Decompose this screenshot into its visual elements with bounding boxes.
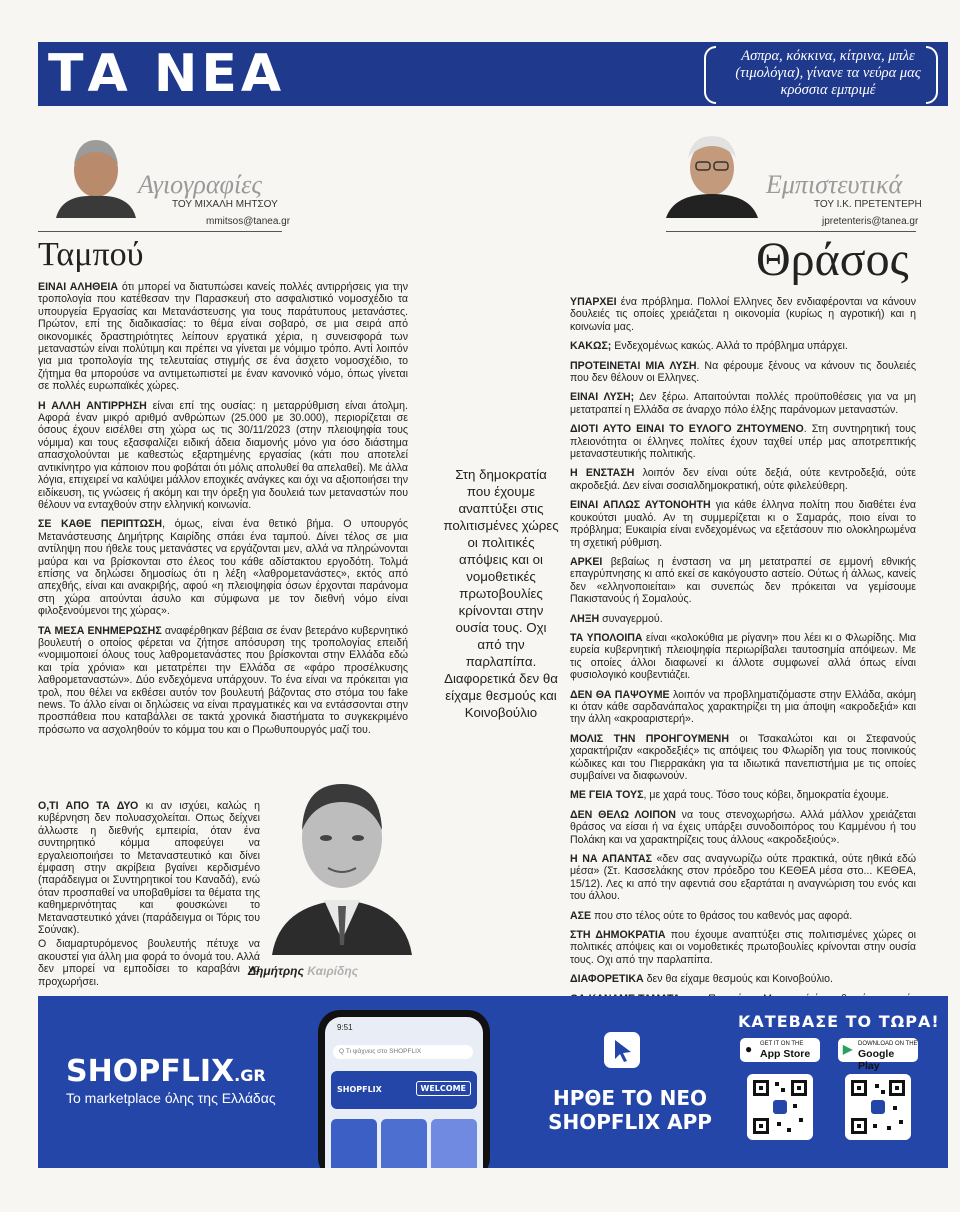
qr-code-google-play[interactable] [845, 1074, 911, 1140]
byline-right: ΤΟΥ Ι.Κ. ΠΡΕΤΕΝΤΕΡΗ [814, 199, 922, 210]
author-email-right[interactable]: jpretenteris@tanea.gr [822, 216, 919, 227]
pull-quote: Στη δημοκρατία που έχουμε αναπτύξει στις πολιτισμένες χώρες οι πολιτικές απόψεις και οι νομοθετικές πρωτοβουλίες κρίνονται στην ουσία τους. Οχι από την παρλαπίπα. Διαφορετικά δεν θα είχαμε θεσμούς και Κοινοβούλιο [443, 467, 559, 720]
paragraph: ΔΕΝ ΘΑ ΠΑΨΟΥΜΕ λοιπόν να προβληματιζόμαστε στην Ελλάδα, ακόμη κι όταν κάθε σαρδανάπαλος χαρακτηρίζει τη μια άποψη «ακροδεξιά» και την άλλη «ακροαριστερή». [570, 688, 916, 726]
paragraph: ΤΑ ΜΕΣΑ ΕΝΗΜΕΡΩΣΗΣ αναφέρθηκαν βέβαια σε έναν βετεράνο κυβερνητικό βουλευτή ο οποίος φέρεται να ζήτησε απόσυρση της τροπολογίας επειδή «νομιμοποιεί όλους τους λαθρομετανάστες που βρίσκονται στην Ελλάδα εδώ και τρία χρόνια» και μετατρέπει την Ελλάδα σε «φάρο προσέλκυσης λαθρομεταναστών». Δύο ενδεχόμενα υπάρχουν. Το ένα είναι να πρόκειται για τρολ, που θέλει να εκθέσει αυτόν τον βουλευτή βάζοντας στο στόμα του fake news. Το άλλο είναι οι δηλώσεις να είναι πραγματικές και να εντάσσονται στην προσπάθεια που καταβάλλει σε τακτά χρονικά διαστήματα το συγκεκριμένο πρόσωπο να ασχοληθούν το κόμμα του και ο Πρωθυπουργός μαζί του. [38, 624, 408, 736]
phone-card [331, 1119, 377, 1168]
headline-left: Ταμπού [38, 236, 144, 273]
paragraph: ΥΠΑΡΧΕΙ ένα πρόβλημα. Πολλοί Ελληνες δεν ενδιαφέρονται να κάνουν δουλειές τις οποίες χρειάζεται η οικονομία (κυρίως η αγροτική) και η κοινωνία μας. [570, 296, 916, 333]
paragraph: ΜΟΛΙΣ ΤΗΝ ΠΡΟΗΓΟΥΜΕΝΗ οι Τσακαλώτοι και οι Στεφανούς χαρακτήριζαν «ακροδεξιές» τις απόψεις του Φλωρίδη για τους ποινικούς κώδικες και του Πιερρακάκη για τα ιδιωτικά πανεπιστήμια με τις οποίες συμβαίνει να διαφωνούν. [570, 732, 917, 782]
masthead [38, 42, 948, 106]
paragraph: ΚΑΚΩΣ; Ενδεχομένως κακώς. Αλλά το πρόβλημα υπάρχει. [570, 340, 848, 353]
paragraph: ΣΕ ΚΑΘΕ ΠΕΡΙΠΤΩΣΗ, όμως, είναι ένα θετικό βήμα. Ο υπουργός Μετανάστευσης Δημήτρης Καιρίδης σπάει ένα ταμπού. Δίνει τέλος σε μια αντίληψη που ήθελε τους μετανάστες να εργάζονται μεν, αλλά να πληρώνονται μαύρα και να βρίσκονται στο έλεος του κάθε αδίστακτου εργοδότη. Τολμά επίσης να δηλώσει δημοσίως ότι η λέξη «λαθρομετανάστες», εκτός από απεχθής, είναι και ανακριβής, αφού «η πλειοψηφία όσων έρχονται παράνομα στη χώρα αιτούνται άσυλο και σύμφωνα με τον διεθνή νόμο είναι φιλοξενούμενοι της χώρας». [38, 518, 408, 618]
politician-portrait-sketch [262, 740, 422, 955]
paragraph: ΜΕ ΓΕΙΑ ΤΟΥΣ, με χαρά τους. Τόσο τους κόβει, δημοκρατία έχουμε. [570, 789, 889, 802]
author-photo-mitsos [48, 124, 144, 218]
app-store-badge[interactable]: ● GET IT ON THE App Store [740, 1038, 820, 1062]
ad-headline [530, 1086, 730, 1134]
paragraph: ΔΙΟΤΙ ΑΥΤΟ ΕΙΝΑΙ ΤΟ ΕΥΛΟΓΟ ΖΗΤΟΥΜΕΝΟ. Στη συντηρητική τους πλειονότητα οι έλληνες πολίτες έχουν ταχθεί υπέρ μας αποτρεπτικής μεταναστευτικής πολιτικής. [570, 423, 916, 461]
paragraph: ΑΣΕ που στο τέλος ούτε το θράσος του καθενός μας αφορά. [570, 909, 853, 922]
paragraph: Ο διαμαρτυρόμενος βουλευτής πέτυχε να ακουστεί για άλλη μια φορά το όνομά του. Αλλά δεν μπορεί να εμποδίσει το καραβάνι να προχωρήσει. [38, 938, 260, 988]
paragraph: ΔΕΝ ΘΕΛΩ ΛΟΙΠΟΝ να τους στενοχωρήσω. Αλλά μάλλον χρειάζεται θράσος να είσαι ή να έχεις υπάρξει συνοδοιπόρος του Καμμένου ή του Πολάκη και να χαρακτηρίζεις τους άλλους «ακροδεξιούς». [570, 808, 916, 846]
phone-banner [331, 1071, 477, 1109]
paragraph: Η ΕΝΣΤΑΣΗ λοιπόν δεν είναι ούτε δεξιά, ούτε κεντροδεξιά, ούτε ακροδεξιά. Δεν είναι σοσιαλδημοκρατική, ούτε φιλελεύθερη. [570, 467, 916, 492]
author-email-left[interactable]: mmitsos@tanea.gr [206, 216, 291, 227]
paragraph: Η ΑΛΛΗ ΑΝΤΙΡΡΗΣΗ είναι επί της ουσίας: η μεταρρύθμιση είναι άτολμη. Αφορά έναν μικρό αριθμό ανθρώπων (25.000 με 30.000), περιορίζεται σε όσους έχουν εισέλθει στη χώρα ως τις 30/11/2023 (στην πλειοψηφία τους νόμιμα) και τους εξασφαλίζει ειδική άδεια διαμονής μόνο για όσο διάστημα απασχολούνται με καθεστώς εξαρτημένης εργασίας (κάτι που αποτελεί αντικίνητρο για κάποιον που φοβάται ότι μόλις απολυθεί θα απελαθεί). Με άλλα λόγια, επιχειρεί να καλύψει μάλλον εποχικές ανάγκες και όχι να αξιοποιήσει την ειδίκευση, τις γνώσεις ή ακόμη και την όρεξη για δουλειά των μεταναστών που θέλουν να ενταχθούν στην ελληνική κοινωνία. [38, 399, 408, 511]
ad-tagline: To marketplace όλης της Ελλάδας [66, 1090, 276, 1106]
slogan-bracket-right [926, 46, 938, 104]
phone-brand: SHOPFLIX [337, 1085, 382, 1094]
column-title-left: Αγιογραφίες [138, 170, 262, 199]
cursor-app-icon [604, 1032, 640, 1068]
phone-search-bar: Q Τι ψάχνεις στο SHOPFLIX [333, 1045, 473, 1059]
paragraph: ΣΤΗ ΔΗΜΟΚΡΑΤΙΑ που έχουμε αναπτύξει στις πολιτισμένες χώρες οι πολιτικές απόψεις και οι νομοθετικές πρωτοβουλίες κρίνονται στην ουσία τους. Οχι από την παρλαπίπα. [570, 929, 917, 966]
author-photo-pretenteris [662, 124, 762, 218]
phone-welcome: WELCOME [416, 1081, 471, 1096]
paragraph: ΔΙΑΦΟΡΕΤΙΚΑ δεν θα είχαμε θεσμούς και Κοινοβούλιο. [570, 973, 833, 986]
apple-icon: ● [745, 1042, 753, 1056]
phone-time: 9:51 [337, 1023, 353, 1032]
phone-card [431, 1119, 477, 1168]
phone-mockup [318, 1010, 490, 1168]
paragraph: ΕΙΝΑΙ ΑΠΛΩΣ ΑΥΤΟΝΟΗΤΗ για κάθε έλληνα πολίτη που διαθέτει ένα κουκούτσι μυαλό. Αν τη συμμερίζεται κι ο Σαμαράς, ποιο είναι το πρόβλημα; Ευκαιρία είναι ενδεχομένως να εξετάσουν πιο ολοκληρωμένα τη σχετική ρύθμιση. [570, 499, 916, 549]
article-body-left-lower [38, 800, 260, 995]
article-body-left [38, 281, 408, 743]
phone-card [381, 1119, 427, 1168]
ad-headline-line1: ΗΡΘΕ ΤΟ ΝΕΟ [552, 1086, 708, 1110]
portrait-caption: Δημήτρης Καιρίδης [248, 964, 359, 978]
column-title-right: Εμπιστευτικά [766, 170, 903, 199]
article-body-right [570, 296, 916, 1025]
paragraph: ΛΗΞΗ συναγερμού. [570, 612, 663, 625]
newspaper-logo: ΤΑ ΝΕΑ [48, 44, 286, 104]
shopflix-logo: SHOPFLIX.GR [66, 1054, 266, 1089]
ad-headline-line2: SHOPFLIX APP [548, 1110, 712, 1134]
google-play-badge[interactable]: ▶ DOWNLOAD ON THE Google Play [838, 1038, 918, 1062]
qr-code-app-store[interactable] [747, 1074, 813, 1140]
paragraph: ΤΑ ΥΠΟΛΟΙΠΑ είναι «κολοκύθια με ρίγανη» που λέει κι ο Φλωρίδης. Μια ευρεία κυβερνητική πλειοψηφία περιωρίβαλει ταυτοσημία απόψεων. Με τις οποίες άλλοι διαφωνεί κι άλλοτε συμφωνεί αλλά όπως είναι φυσιολογικό κουβεντιάζει. [570, 631, 916, 682]
paragraph: ΕΙΝΑΙ ΛΥΣΗ; Δεν ξέρω. Απαιτούνται πολλές προϋποθέσεις για να μη μετατραπεί η Ελλάδα σε άναρχο πόλο έλξης παράνομων μεταναστών. [570, 391, 916, 416]
play-icon: ▶ [843, 1042, 853, 1056]
paragraph: ΑΡΚΕΙ βεβαίως η ένσταση να μη μετατραπεί σε εμμονή εθνικής επαγρύπνησης κι από εκεί σε κακόγουστο αστείο. Ούτως ή άλλως, κανείς δεν «ελληνοποιείται» και συνεπώς δεν πρόκειται να γεμίσουμε Πακιστανούς ή Σομαλούς. [570, 555, 916, 606]
headline-right: Θράσος [756, 233, 909, 286]
paragraph: Η ΝΑ ΑΠΑΝΤΑΣ «δεν σας αναγνωρίζω ούτε πρακτικά, ούτε ηθικά εδώ μέσα» (Στ. Κασσελάκης στον πρόεδρο του ΚΕΘΕΑ μέσα στο... ΚΕΘΕΑ, 15/12). Λες κι από την αφεντιά σου εξαρτάται η αναγνώριση του ενός και του άλλου. [570, 853, 916, 903]
divider-left [38, 231, 282, 232]
phone-screen [325, 1017, 483, 1168]
paragraph: ΕΙΝΑΙ ΑΛΗΘΕΙΑ ότι μπορεί να διατυπώσει κανείς πολλές αντιρρήσεις για την τροπολογία που κατέθεσαν την Παρασκευή στο ασφαλιστικό νομοσχέδιο τα υπουργεία Εργασίας και Μετανάστευσης για τους παράτυπους μετανάστες. Πρώτον, επί της διαδικασίας: το θέμα είναι σοβαρό, σε μια σειρά από οικονομικές δραστηριότητες λείπουν εργατικά χέρια, η συνεισφορά των μεταναστών είναι πολύτιμη και πρέπει να γίνεται με νόμιμο τρόπο. Αντί λοιπόν για μια τροπολογία της τελευταίας στιγμής σε ένα άσχετο νομοσχέδιο, το ζήτημα θα μπορούσε να αντιμετωπιστεί με έναν κανονικό νόμο, όπως γίνεται σε πολλές ευρωπαϊκές χώρες. [38, 281, 408, 393]
byline-left: ΤΟΥ ΜΙΧΑΛΗ ΜΗΤΣΟΥ [172, 199, 278, 210]
paragraph: Ο,ΤΙ ΑΠΟ ΤΑ ΔΥΟ κι αν ισχύει, καλώς η κυβέρνηση δεν πολυασχολείται. Οπως δείχνει άλλωστε η διεθνής εμπειρία, όταν ένα συντηρητικό κόμμα αποφεύγει να εργαλειοποιήσει το Μεταναστευτικό και δίνει έμφαση στην ακρίβεια βγαίνει κερδισμένο (παράδειγμα οι Συντηρητικοί του Καναδά), ενώ όταν προσπαθεί να υποβαθμίσει τα θέματα της καθημερινότητας και φουσκώνει το Μεταναστευτικό χάνει (παράδειγμα οι Τόρις του Σούνακ). [38, 800, 260, 937]
download-cta: ΚΑΤΕΒΑΣΕ ΤΟ ΤΩΡΑ! [738, 1012, 940, 1031]
slogan-bracket-left [704, 46, 716, 104]
paragraph: ΠΡΟΤΕΙΝΕΤΑΙ ΜΙΑ ΛΥΣΗ. Να φέρουμε ξένους να κάνουν τις δουλειές που δεν θέλουν οι Ελληνες. [570, 359, 916, 385]
shopflix-advertisement[interactable] [38, 996, 948, 1168]
masthead-slogan: Ασπρα, κόκκινα, κίτρινα, μπλε (τιμολόγια), γίνανε τα νεύρα μας κρόσσια εμπριμέ [735, 48, 921, 98]
